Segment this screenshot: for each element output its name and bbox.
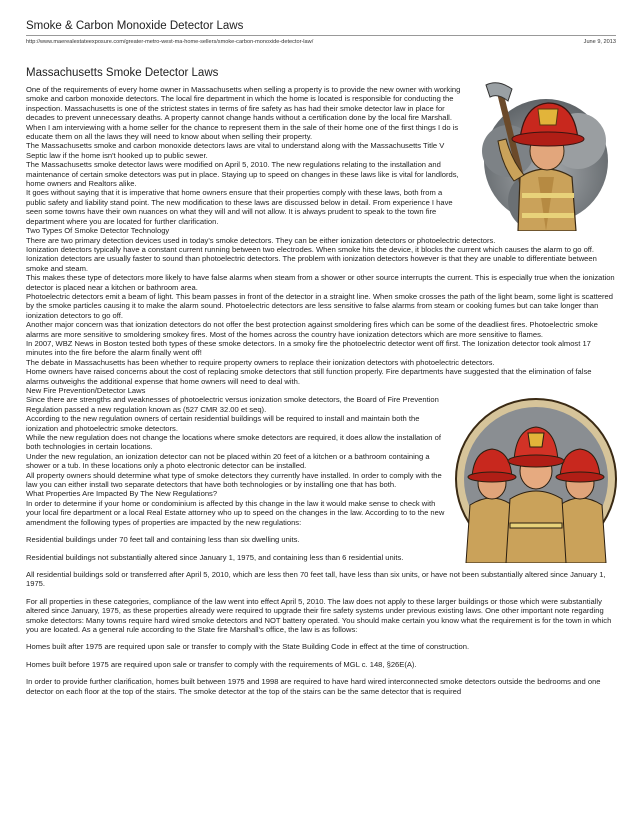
publish-date: June 9, 2013 bbox=[583, 39, 616, 45]
paragraph: When I am interviewing with a home seller for the chance to represent them in the sale of their home one of the first things I do is educate them on all the laws they will need to know about when selling their property. bbox=[26, 122, 459, 142]
article-body bbox=[26, 85, 616, 696]
paragraph: Residential buildings not substantially altered since January 1, 1975, and containing less than 6 residential units. bbox=[26, 552, 404, 562]
paragraph: The Massachusetts smoke and carbon monoxide detectors laws are vital to understand along with the Massachusetts Title V Septic law if the home isn't hooked up to public sewer. bbox=[26, 141, 445, 160]
paragraph: Ionization detectors are usually faster to sound than photoelectric detectors. The problem with ionization detectors however is that they are unable to differentiate between smoke and steam. bbox=[26, 254, 597, 273]
firefighter-axe-illustration bbox=[468, 81, 618, 231]
paragraph: In order to determine if your home or condominium is affected by this change in the law it would make sense to check with your local fire department or a local Real Estate attorney who up to speed on the changes in the law. According to to the new amendment the following types of properties are impacted by the new regulations: bbox=[26, 498, 445, 527]
header-divider bbox=[26, 35, 616, 36]
section-heading: New Fire Prevention/Detector Laws bbox=[26, 386, 146, 395]
paragraph: Photoelectric detectors emit a beam of light. This beam passes in front of the detector in a straight line. When smoke crosses the path of the light beam, some light is scattered by the smoke particles causing it to make the alarm sound. Photoelectric detectors are less sensitive to false alarms from steam or cooking fumes but can take longer than ionization detectors to go off. bbox=[26, 291, 613, 320]
paragraph: Homes built after 1975 are required upon sale or transfer to comply with the State Building Code in effect at the time of construction. bbox=[26, 642, 470, 652]
paragraph: Homes built before 1975 are required upon sale or transfer to comply with the requirements of MGL c. 148, §26E(A). bbox=[26, 659, 417, 669]
paragraph: Residential buildings under 70 feet tall and containing less than six dwelling units. bbox=[26, 535, 300, 545]
section-heading: What Properties Are Impacted By The New Regulations? bbox=[26, 489, 218, 499]
article-title: Massachusetts Smoke Detector Laws bbox=[26, 67, 219, 79]
paragraph: One of the requirements of every home owner in Massachusetts when selling a property is to provide the new owner with working smoke and carbon monoxide detectors. The local fire department in which the home is located is responsible for conducting the inspection. Massachusetts is one of the strictest states in terms of fire safety as has had their smoke detector law in place for decades to prevent unnecessary deaths. A property cannot change hands without a certification done by the local fire Marshall. bbox=[26, 85, 461, 123]
paragraph: Since there are strengths and weaknesses of photoelectric versus ionization smoke detectors, the Board of Fire Prevention Regulation passed a new regulation known as (527 CMR 32.00 et seq). bbox=[26, 395, 439, 414]
source-url[interactable]: http://www.maerealestateexposure.com/greater-metro-west-ma-home-sellers/smoke-carbon-monoxide-detector-law/ bbox=[26, 39, 314, 45]
paragraph: All residential buildings sold or transferred after April 5, 2010, which are less then 70 feet tall, have less than six units, or have not been substantially altered since January 1, 1975. bbox=[26, 569, 606, 589]
header-meta bbox=[26, 39, 616, 45]
three-firefighters-illustration bbox=[452, 395, 620, 563]
paragraph: It goes without saying that it is imperative that home owners ensure that their properties comply with these laws, both from a public safety and liability stand point. The new modification to these laws are discussed below in detail. From experience I have seen some towns have their own nuances on what they will and will not allow. It is always prudent to speak to the town fire department where you are located for further clarification. bbox=[26, 188, 453, 226]
paragraph: The debate in Massachusetts has been whether to require property owners to replace their ionization detectors with photoelectric detectors. bbox=[26, 357, 495, 367]
paragraph: In order to provide further clarification, homes built between 1975 and 1998 are required to have hard wired interconnected smoke detectors outside the bedrooms and one detector on each floor at the top of the stairs. The smoke detector at the top of the stairs can be the same detector that is required bbox=[26, 677, 601, 696]
paragraph: Under the new regulation, an ionization detector can not be placed within 20 feet of a kitchen or a bathroom containing a shower or a tub. In these locations only a photo electronic detector can be installed. bbox=[26, 451, 430, 471]
paragraph: While the new regulation does not change the locations where smoke detectors are required, it does allow the installation of both technologies in certain locations. bbox=[26, 433, 441, 452]
paragraph: This makes these type of detectors more likely to have false alarms when steam from a shower or other source interrupts the current. This is especially true when the ionization detector is placed near a kitchen or bathroom area. bbox=[26, 273, 615, 292]
paragraph: In 2007, WBZ News in Boston tested both types of these smoke detectors. In a smoky fire the photoelectric detector went off first. The Ionization detector took almost 17 minutes into the fire before the alarm finally went off! bbox=[26, 338, 591, 358]
paragraph: The Massachusetts smoke detector laws were modified on April 5, 2010. The new regulations relating to the installation and maintenance of certain smoke detectors was put in place. Staying up to speed on changes in these laws like is vital for landlords, home owners and Realtors alike. bbox=[26, 160, 459, 189]
paragraph: Ionization detectors typically have a constant current running between two electrodes. When smoke hits the device, it blocks the current which causes the alarm to go off. bbox=[26, 244, 595, 254]
paragraph: Another major concern was that ionization detectors do not offer the best protection against smoldering fires which can be some of the deadliest fires. Photoelectric smoke alarms are more sensitive to smoldering smokey fires. Most of the homes across the country have ionization detectors which are more sensitive to flames. bbox=[26, 320, 598, 339]
section-heading: Two Types Of Smoke Detector Technology bbox=[26, 226, 170, 236]
paragraph: Home owners have raised concerns about the cost of replacing smoke detectors that still function properly. Fire departments have suggested that the elimination of false alarms outweighs the additional expense that home owners will need to deal with. bbox=[26, 367, 592, 386]
site-title: Smoke & Carbon Monoxide Detector Laws bbox=[26, 20, 244, 32]
paragraph: For all properties in these categories, compliance of the law went into effect April 5, 2010. The law does not apply to these larger buildings or those which were substantially altered since January, 1975, as these properties already were required to upgrade their fire safety systems under previous existing laws. One other important note regarding smoke detectors: Many towns require hard wired smoke detectors and NOT battery operated. You should make certain you know what the requirement is for the town in which you are located. As a general rule according to the State fire Marshall's office, the law is as follows: bbox=[26, 596, 612, 634]
paragraph: All property owners should determine what type of smoke detectors they currently have installed. In order to comply with the law you can either install two separate detectors that have both technologies or by installing one that has both. bbox=[26, 470, 442, 490]
document-page bbox=[26, 20, 616, 696]
paragraph: According to the new regulation owners of certain residential buildings will be required to install and maintain both the ionization and photoelectric smoke detectors. bbox=[26, 414, 420, 433]
paragraph: There are two primary detection devices used in today's smoke detectors. They can be either ionization detectors or photoelectric detectors. bbox=[26, 235, 496, 245]
